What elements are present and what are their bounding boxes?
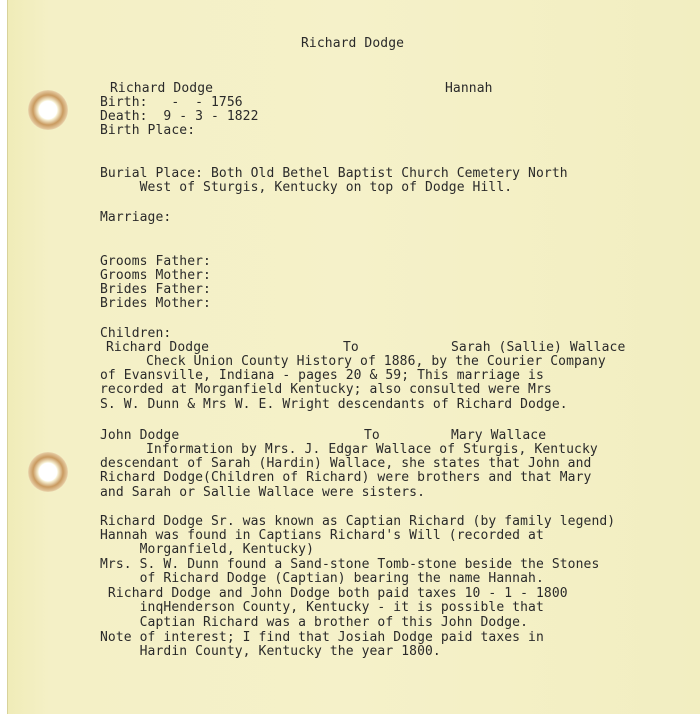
note-line: Hannah was found in Captians Richard's Will (recorded at [100, 528, 544, 543]
note-line: Richard Dodge and John Dodge both paid taxes 10 - 1 - 1800 [100, 586, 568, 601]
child1-note-line: S. W. Dunn & Mrs W. E. Wright descendants of Richard Dodge. [100, 397, 568, 412]
children-label: Children: [100, 326, 172, 341]
child1-note-line: recorded at Morganfield Kentucky; also consulted were Mrs [100, 382, 552, 397]
document-page [7, 0, 700, 714]
child1-note-line: of Evansville, Indiana - pages 20 & 59; This marriage is [100, 368, 544, 383]
child2-spouse: Mary Wallace [451, 428, 547, 443]
child1-spouse: Sarah (Sallie) Wallace [451, 340, 626, 355]
note-line: Richard Dodge Sr. was known as Captian Richard (by family legend) [100, 514, 616, 529]
brides-father-line: Brides Father: [100, 282, 211, 297]
marriage-line: Marriage: [100, 210, 172, 225]
header-name: Richard Dodge [110, 81, 214, 96]
note-line: Hardin County, Kentucky the year 1800. [100, 644, 441, 659]
grooms-mother-line: Grooms Mother: [100, 268, 211, 283]
note-line: of Richard Dodge (Captian) bearing the name Hannah. [100, 571, 544, 586]
child2-to: To [364, 428, 380, 443]
child1-to: To [343, 340, 359, 355]
death-line: Death: 9 - 3 - 1822 [100, 109, 259, 124]
child1-name: Richard Dodge [106, 340, 210, 355]
burial-line: West of Sturgis, Kentucky on top of Dodge Hill. [100, 180, 513, 195]
birth-place-line: Birth Place: [100, 123, 196, 138]
birth-line: Birth: - - 1756 [100, 95, 243, 110]
child2-note-line: Information by Mrs. J. Edgar Wallace of Sturgis, Kentucky [146, 442, 598, 457]
note-line: Note of interest; I find that Josiah Dodge paid taxes in [100, 630, 544, 645]
page-title: Richard Dodge [301, 36, 405, 51]
binder-hole-bottom [28, 452, 68, 492]
header-spouse: Hannah [445, 81, 493, 96]
child1-note-line: Check Union County History of 1886, by the Courier Company [146, 354, 606, 369]
child2-note-line: Richard Dodge(Children of Richard) were brothers and that Mary [100, 470, 592, 485]
burial-line: Burial Place: Both Old Bethel Baptist Church Cemetery North [100, 166, 568, 181]
child2-note-line: and Sarah or Sallie Wallace were sisters. [100, 485, 425, 500]
brides-mother-line: Brides Mother: [100, 296, 211, 311]
note-line: Morganfield, Kentucky) [100, 542, 315, 557]
note-line: Captian Richard was a brother of this John Dodge. [100, 615, 529, 630]
note-line: inqHenderson County, Kentucky - it is possible that [100, 600, 544, 615]
binder-hole-top [28, 90, 68, 130]
child2-note-line: descendant of Sarah (Hardin) Wallace, she states that John and [100, 456, 592, 471]
grooms-father-line: Grooms Father: [100, 254, 211, 269]
child2-name: John Dodge [100, 428, 180, 443]
note-line: Mrs. S. W. Dunn found a Sand-stone Tomb-stone beside the Stones [100, 557, 600, 572]
